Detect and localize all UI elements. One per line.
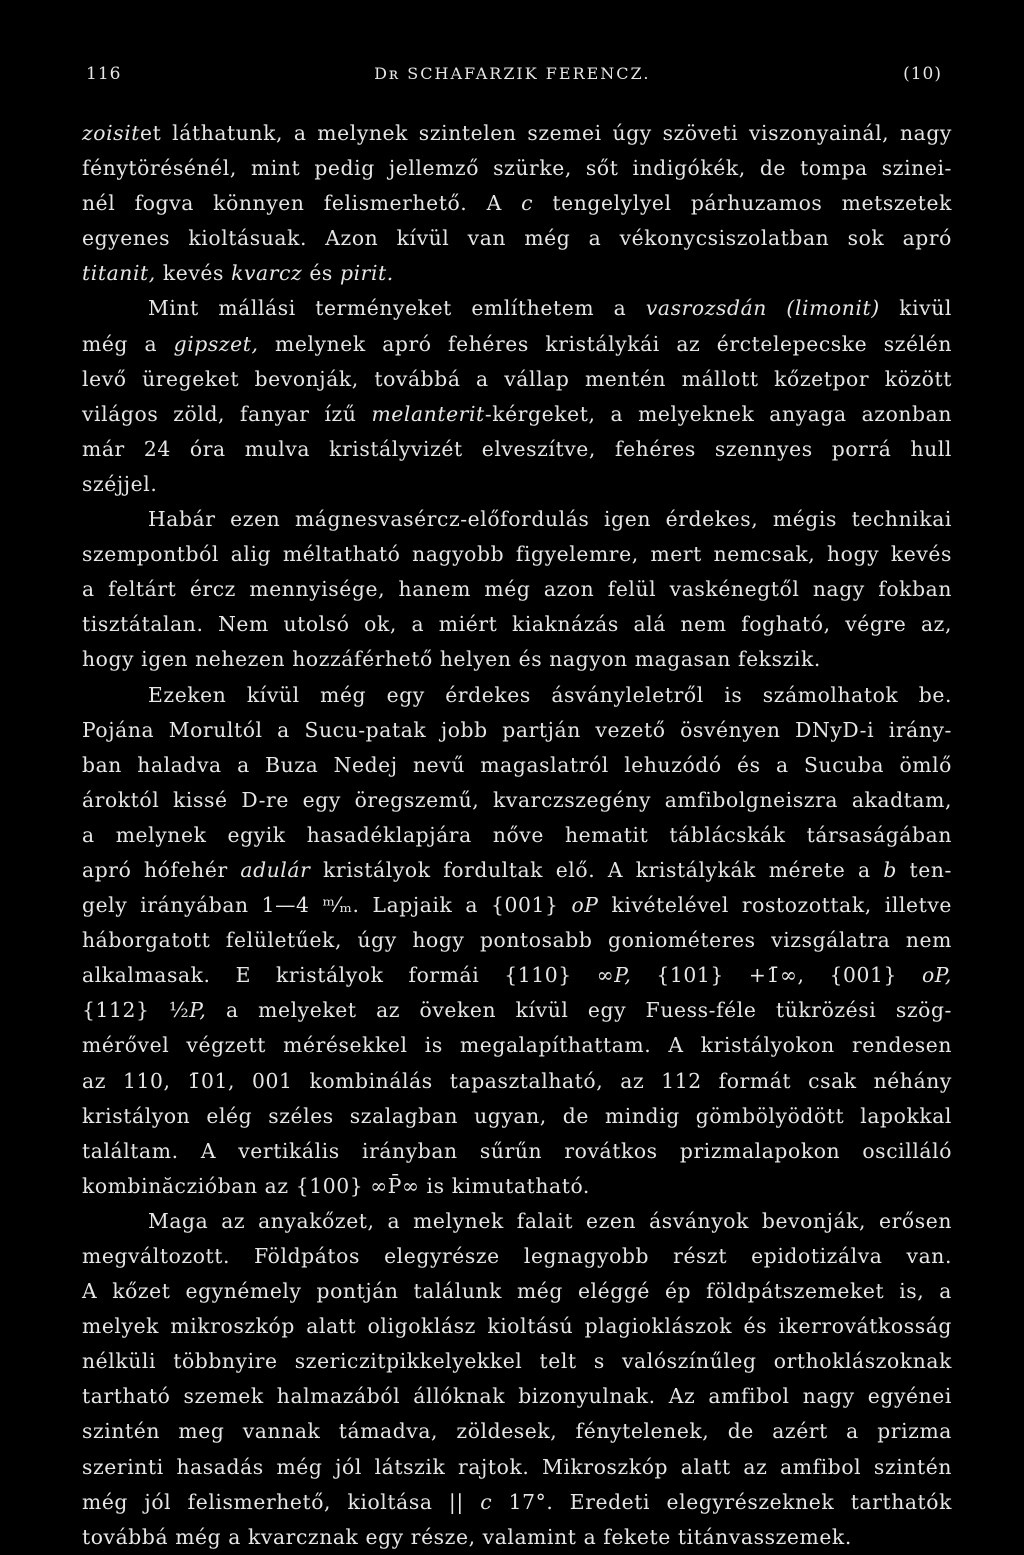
text-line [82, 678, 952, 713]
text-line [82, 1414, 952, 1449]
text-run: széjjel. [82, 471, 158, 496]
italic-term: c [480, 1489, 493, 1514]
text-run: gely irányában 1—4 ᵐ⁄ₘ. Lapjaik a {001} [82, 893, 572, 918]
text-line [82, 1099, 952, 1134]
text-run: 17°. Eredeti elegyrészeknek tarthatók [492, 1489, 952, 1514]
text-run: és [302, 261, 340, 286]
text-run: még jól felismerhető, kioltása || [82, 1489, 481, 1514]
text-line [82, 432, 952, 467]
text-line [82, 151, 952, 186]
text-run: még a [82, 331, 174, 356]
text-run: nél fogva könnyen felismerhető. A [82, 191, 522, 216]
text-run: kivül [879, 296, 952, 321]
text-line [82, 537, 952, 572]
text-line [82, 221, 952, 256]
text-run: a melyeket az öveken kívül egy Fuess-féle tükrözési szög- [206, 998, 952, 1023]
text-run: kevés [155, 261, 232, 286]
text-run: Habár ezen mágnesvasércz-előfordulás igen érdekes, mégis technikai [148, 507, 952, 532]
text-run: az 110, 1̄01, 001 kombinálás tapasztalható, az 112 formát csak néhány [82, 1068, 952, 1093]
italic-term: adulár [240, 857, 311, 882]
text-line [82, 642, 952, 677]
text-run: szerinti hasadás még jól látszik rajtok. Mikroszkóp alatt az amfibol szintén [82, 1454, 952, 1479]
text-run: apró hófehér [82, 857, 241, 882]
text-run: ban haladva a Buza Nedej nevű magaslatról lehuzódó és a Sucuba ömlő [82, 752, 952, 777]
text-run: Pojána Morultól a Sucu-patak jobb partján vezető ösvényen DNyD-i irány- [82, 717, 952, 742]
italic-term: b [883, 857, 897, 882]
text-line [82, 186, 952, 221]
text-run: szempontból alig méltatható nagyobb figyelemre, mert nemcsak, hogy kevés [82, 542, 952, 567]
text-line [82, 713, 952, 748]
text-run: A kőzet egynémely pontján találunk még eléggé ép földpátszemeket is, a [82, 1279, 952, 1304]
text-line [82, 783, 952, 818]
text-line [82, 888, 952, 923]
italic-term: gipszet, [173, 331, 259, 356]
text-run: világos zöld, fanyar ízű [82, 401, 372, 426]
text-line [82, 1239, 952, 1274]
text-run: Mint mállási terményeket említhetem a [148, 296, 646, 321]
text-run: -kérgeket, a melyeknek anyaga azonban [484, 401, 952, 426]
text-line [82, 1204, 952, 1239]
text-line [82, 1344, 952, 1379]
text-line [82, 748, 952, 783]
text-run: {112} ½ [82, 998, 190, 1023]
text-run: egyenes kioltásuak. Azon kívül van még a vékonycsiszolatban sok apró [82, 226, 952, 251]
text-run: nélküli többnyire szericzitpikkelyekkel telt s valószínűleg orthoklászoknak [82, 1349, 952, 1374]
text-run: Maga az anyakőzet, a melynek falait ezen ásványok bevonják, erősen [148, 1208, 952, 1233]
italic-term: zoisit [82, 121, 141, 145]
running-header [86, 64, 942, 94]
text-line [82, 818, 952, 853]
text-line [82, 1064, 952, 1099]
italic-term: P, [189, 998, 207, 1023]
text-line [82, 1450, 952, 1485]
italic-term: c [521, 191, 534, 216]
italic-term: oP [571, 893, 599, 918]
text-run: a feltárt ércz mennyisége, hanem még azon felül vaskénegtől nagy fokban [82, 577, 952, 602]
text-run: a melynek egyik hasadéklapjára nőve hematit táblácskák társaságában [82, 822, 952, 847]
italic-term: kvarcz [231, 261, 303, 286]
running-title: Dʀ SCHAFARZIK FERENCZ. [374, 64, 651, 83]
italic-term: melanterit [371, 401, 485, 426]
text-run: kivételével rostozottak, illetve [598, 893, 953, 918]
text-run: tisztátalan. Nem utolsó ok, a miért kiaknázás alá nem fogható, végre az, [82, 612, 952, 637]
page-number: 116 [86, 64, 122, 84]
text-line [82, 993, 952, 1028]
text-line [82, 853, 952, 888]
text-line [82, 327, 952, 362]
text-run: {101} +1̄∞, {001} [631, 963, 922, 988]
italic-term: pirit. [340, 261, 394, 286]
text-run: kristályon elég széles szalagban ugyan, de mindig gömbölyödött lapokkal [82, 1103, 952, 1128]
section-number: (10) [903, 64, 942, 84]
text-run: háborgatott felületűek, úgy hogy pontosabb goniométeres vizsgálatra nem [82, 928, 952, 953]
italic-term: P, [614, 963, 632, 988]
text-line [82, 116, 952, 151]
text-line [82, 923, 952, 958]
text-run: szintén meg vannak támadva, zöldesek, fénytelenek, de azért a prizma [82, 1419, 952, 1444]
body-text [82, 116, 952, 1555]
text-line [82, 572, 952, 607]
text-line [82, 467, 952, 502]
italic-term: oP, [921, 963, 952, 988]
text-run: hogy igen nehezen hozzáférhető helyen és nagyon magasan fekszik. [82, 647, 821, 672]
text-run: ten- [896, 857, 952, 882]
text-run: tartható szemek halmazából állóknak bizonyulnak. Az amfibol nagy egyénei [82, 1384, 952, 1409]
text-run: alkalmasak. E kristályok formái {110} ∞ [82, 963, 615, 988]
text-line [82, 291, 952, 326]
text-run: továbbá még a kvarcznak egy része, valamint a fekete titánvasszemek. [82, 1524, 852, 1549]
text-run: ároktól kissé D-re egy öregszemű, kvarczszegény amfibolgneiszra akadtam, [82, 787, 952, 812]
text-line [82, 1274, 952, 1309]
text-run: levő üregeket bevonják, továbbá a vállap mentén mállott kőzetpor között [82, 366, 952, 391]
text-run: kristályok fordultak elő. A kristálykák mérete a [310, 857, 884, 882]
text-run: tengelylyel párhuzamos metszetek [533, 191, 952, 216]
text-run: megváltozott. Földpátos elegyrésze legnagyobb részt epidotizálva van. [82, 1244, 952, 1268]
text-line [82, 256, 952, 291]
text-line [82, 397, 952, 432]
text-run: kombinăczióban az {100} ∞P̄∞ is kimutatható. [82, 1173, 590, 1198]
text-run: mérővel végzett mérésekkel is megalapíthattam. A kristályokon rendesen [82, 1033, 952, 1058]
text-run: már 24 óra mulva kristályvizét elveszítve, fehéres szennyes porrá hull [82, 436, 952, 461]
text-line [82, 1485, 952, 1520]
text-line [82, 1134, 952, 1169]
text-line [82, 1520, 952, 1555]
text-line [82, 958, 952, 993]
text-line [82, 607, 952, 642]
text-run: fénytörésénél, mint pedig jellemző szürke, sőt indigókék, de tompa szinei- [82, 156, 952, 181]
text-run: melyek mikroszkóp alatt oligoklász kioltású plagioklászok és ikerrovátkosság [82, 1314, 952, 1339]
text-line [82, 362, 952, 397]
text-line [82, 1028, 952, 1063]
italic-term: vasrozsdán (limonit) [645, 296, 880, 321]
text-run: et láthatunk, a melynek szintelen szemei úgy szöveti viszonyainál, nagy [140, 121, 952, 145]
italic-term: titanit, [82, 261, 156, 286]
text-line [82, 1169, 952, 1204]
text-run: találtam. A vertikális irányban sűrűn rovátkos prizmalapokon oscilláló [82, 1138, 952, 1163]
text-line [82, 1379, 952, 1414]
text-line [82, 502, 952, 537]
text-run: Ezeken kívül még egy érdekes ásványleletről is számolhatok be. [148, 682, 952, 707]
text-run: melynek apró fehéres kristálykái az érctelepecske szélén [258, 331, 952, 356]
text-line [82, 1309, 952, 1344]
